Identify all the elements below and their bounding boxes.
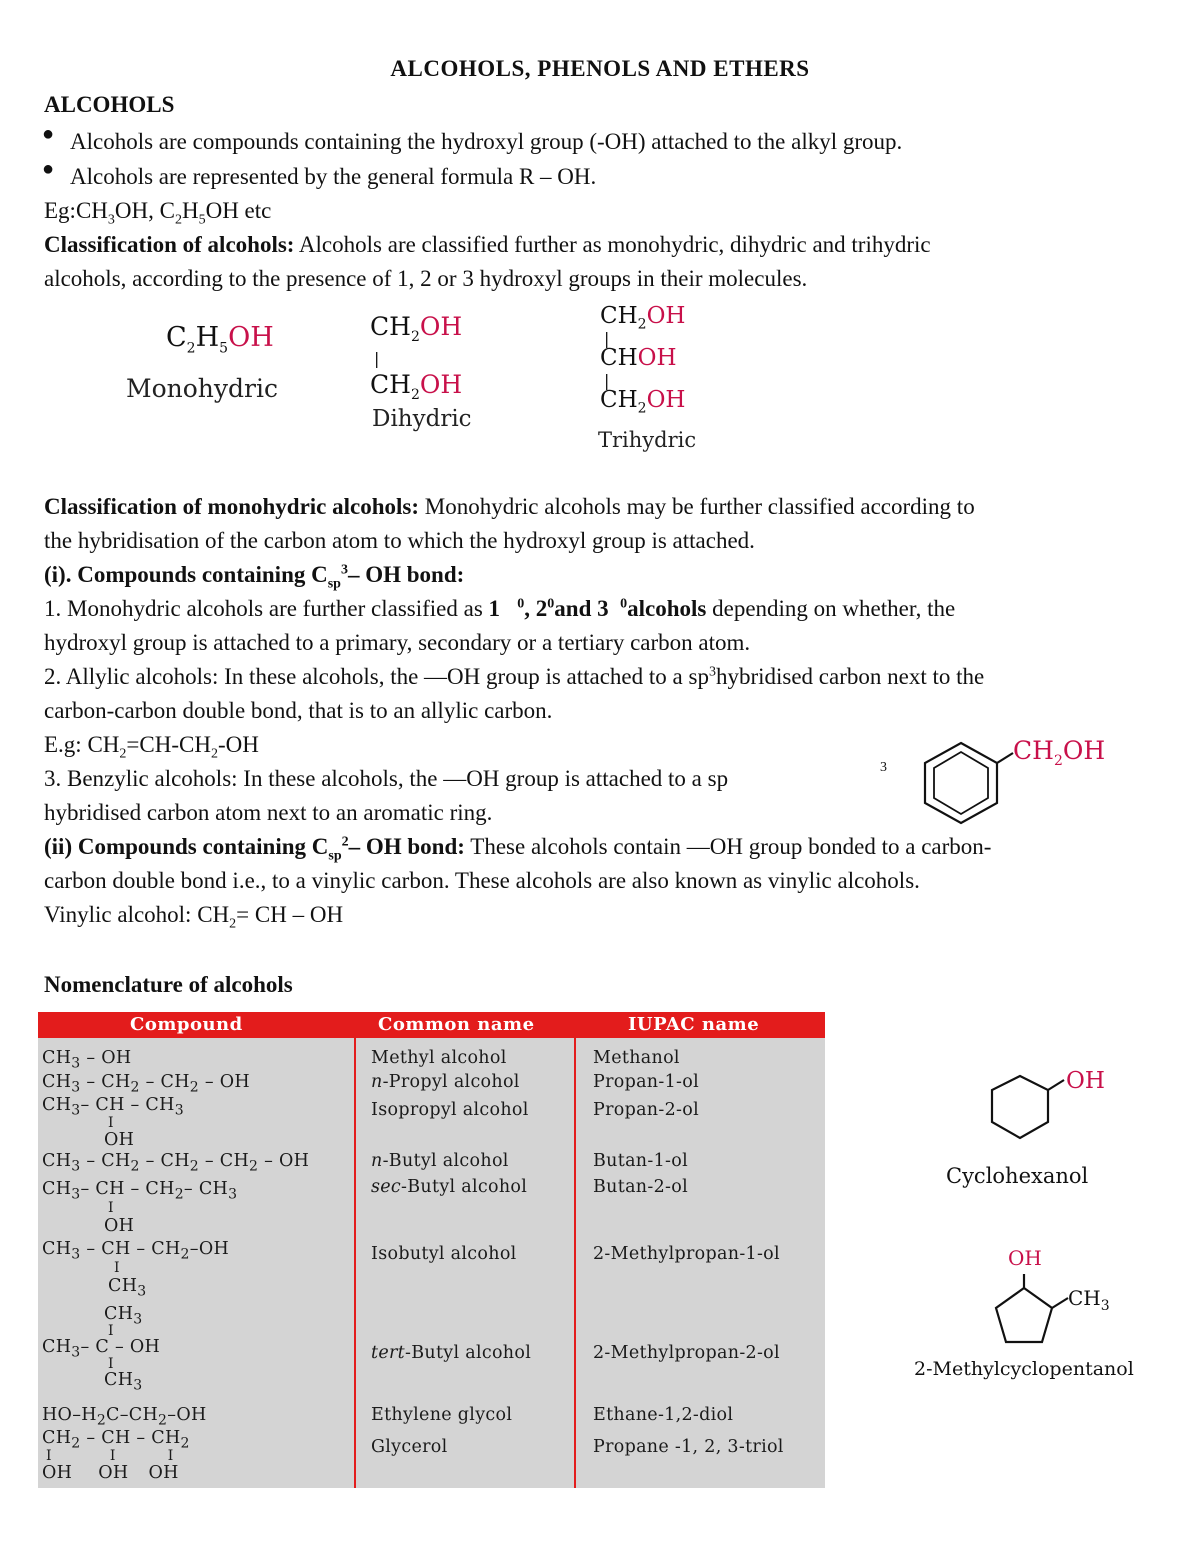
trihydric-structure: $CH_2OH$ | CHOH | $CH_2OH$ (600, 303, 686, 417)
common-name-cell: n-Propyl alcohol (371, 1072, 520, 1092)
trihydric-label: Trihydric (598, 428, 697, 452)
point-2-line2: carbon-carbon double bond, that is to an allylic carbon. (44, 698, 553, 723)
iupac-name-cell: Ethane-1,2-diol (593, 1405, 734, 1425)
table-divider (354, 1038, 356, 1488)
common-name-cell: Isopropyl alcohol (371, 1100, 529, 1120)
point-3: 3. Benzylic alcohols: In these alcohols, the —OH group is attached to a sp (44, 766, 729, 791)
benzyl-group-label: $CH_2OH$ (1013, 736, 1106, 769)
iupac-name-cell: Propane -1, 2, 3-triol (593, 1437, 784, 1457)
dihydric-label: Dihydric (372, 406, 472, 432)
methylcyclopentanol-oh: OH (1008, 1246, 1042, 1270)
classification-line2: alcohols, according to the presence of 1, 2 or 3 hydroxyl groups in their molecules. (44, 266, 808, 291)
formula-cell: $CH_3$ – OH (42, 1048, 132, 1072)
classification-heading: Classification of alcohols: (44, 232, 295, 257)
common-name-cell: Glycerol (371, 1437, 448, 1457)
nomenclature-table (38, 1012, 825, 1488)
section-heading-alcohols: ALCOHOLS (44, 92, 175, 117)
common-name-cell: Isobutyl alcohol (371, 1244, 517, 1264)
common-name-cell: Methyl alcohol (371, 1048, 507, 1068)
cyclohexanol-oh: OH (1066, 1068, 1105, 1094)
methylcyclopentanol-structure (970, 1268, 1080, 1358)
bullet-text: Alcohols are compounds containing the hydroxyl group (-OH) attached to the alkyl group. (70, 129, 903, 154)
sp2-line2: carbon double bond i.e., to a vinylic carbon. These alcohols are also known as vinylic alcohols. (44, 868, 920, 893)
bullet-dot: ● (42, 123, 55, 145)
common-name-cell: sec-Butyl alcohol (371, 1177, 528, 1197)
sp3-heading: (i). Compounds containing $C_{sp}^3-$ OH bond: (44, 562, 465, 592)
iupac-name-cell: Methanol (593, 1048, 680, 1068)
bullet-dot: ● (42, 158, 55, 180)
point-1-line2: hydroxyl group is attached to a primary, secondary or a tertiary carbon atom. (44, 630, 751, 655)
point-2: 2. Allylic alcohols: In these alcohols, the —OH group is attached to a $sp^3hybridised$ carbon next to the (44, 664, 985, 689)
monohydric-classification-line2: the hybridisation of the carbon atom to which the hydroxyl group is attached. (44, 528, 755, 553)
iupac-name-cell: Propan-2-ol (593, 1100, 699, 1120)
formula-cell: $CH_3-$ CH – $CH_2-$ $CH_3$ I OH (42, 1179, 238, 1236)
vinylic-alcohol: Vinylic alcohol: $CH_2=$ CH – OH (44, 902, 344, 932)
formula-cell: $CH_3-$ CH – $CH_3$ I OH (42, 1095, 184, 1150)
methylcyclopentanol-label: 2-Methylcyclopentanol (914, 1358, 1134, 1380)
formula-cell: $CH_3$ I $CH_3-$ C – OH I $CH_3$ (42, 1304, 161, 1394)
monohydric-label: Monohydric (126, 374, 278, 403)
iupac-name-cell: Butan-2-ol (593, 1177, 688, 1197)
sp2-paragraph: (ii) Compounds containing $C_{sp}^2-$ OH bond: These alcohols contain —OH group bonded to a carbon- (44, 834, 992, 864)
common-name-cell: tert-Butyl alcohol (371, 1343, 532, 1363)
column-header-compound: Compound (130, 1014, 243, 1035)
common-name-cell: Ethylene glycol (371, 1405, 513, 1425)
iupac-name-cell: Butan-1-ol (593, 1151, 688, 1171)
formula-cell: $CH_3 - CH_2 - CH_2 - CH_2$ – OH (42, 1151, 310, 1175)
formula-cell: $CH_3 - CH_2 - CH_2$ – OH (42, 1072, 250, 1096)
example-line: $Eg:CH_3OH$, $C_2H_5OH$ etc (44, 198, 272, 228)
point-3-line2: hybridised carbon atom next to an aromatic ring. (44, 800, 493, 825)
iupac-name-cell: 2-Methylpropan-2-ol (593, 1343, 780, 1363)
bullet-text: Alcohols are represented by the general formula R – OH. (70, 164, 597, 189)
page-title: ALCOHOLS, PHENOLS AND ETHERS (390, 56, 810, 81)
table-divider (574, 1038, 576, 1488)
monohydric-classification-paragraph: Classification of monohydric alcohols: Monohydric alcohols may be further classified according to (44, 494, 975, 519)
column-header-common-name: Common name (378, 1014, 535, 1035)
column-header-iupac-name: IUPAC name (628, 1014, 760, 1035)
point-1: 1. Monohydric alcohols are further classified as 1 $^0$, $2^0and$ 3 $^0$alcohols depending on whether, the (44, 596, 956, 621)
point-3-superscript: 3 (880, 760, 887, 775)
table-header (38, 1012, 825, 1038)
classification-paragraph: Classification of alcohols: Alcohols are classified further as monohydric, dihydric and trihydric (44, 232, 931, 257)
methylcyclopentanol-ch3: $CH_3$ (1068, 1286, 1110, 1314)
monohydric-formula: $C_2H_5OH$ (166, 322, 274, 357)
formula-cell: $CH_3$ – CH – $CH_2-OH$ I $CH_3$ (42, 1239, 230, 1300)
cyclohexanol-structure (980, 1068, 1080, 1148)
nomenclature-heading: Nomenclature of alcohols (44, 972, 293, 997)
formula-cell: $HO-H_2C-CH_2-OH$ (42, 1405, 207, 1429)
dihydric-structure: $CH_2OH$ | $CH_2OH$ (370, 312, 463, 403)
iupac-name-cell: 2-Methylpropan-1-ol (593, 1244, 780, 1264)
common-name-cell: n-Butyl alcohol (371, 1151, 509, 1171)
allyl-example: E.g: $CH_2=CH-CH_2-OH$ (44, 732, 259, 762)
cyclohexanol-label: Cyclohexanol (946, 1164, 1089, 1188)
iupac-name-cell: Propan-1-ol (593, 1072, 699, 1092)
formula-cell: $CH_2$ – CH – $CH_2$ I I I OH OH OH (42, 1428, 190, 1483)
